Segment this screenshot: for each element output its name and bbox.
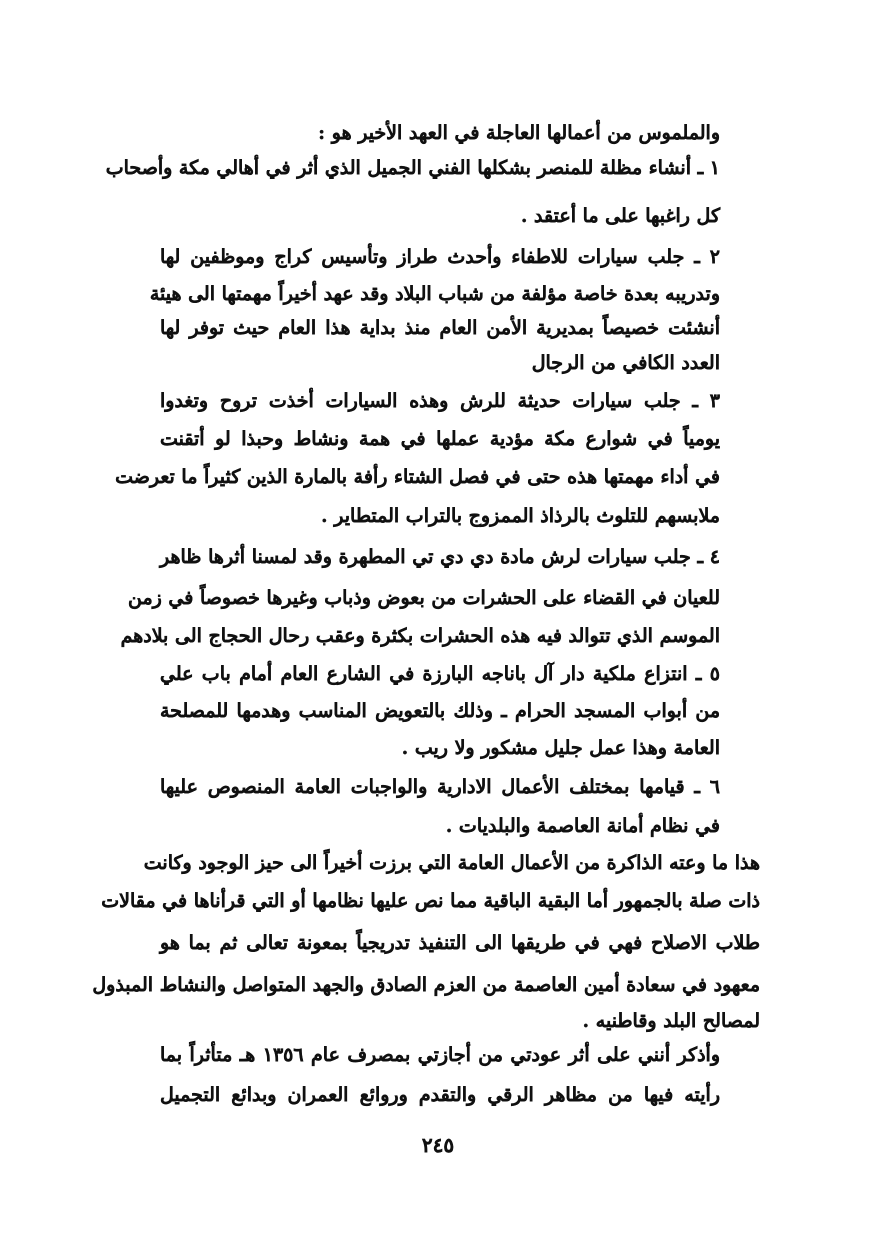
text-line-10: في أداء مهمتها هذه حتى في فصل الشتاء رأفة بالمارة الذين كثيراً ما تعرضت	[115, 466, 720, 488]
text-line-25: وأذكر أنني على أثر عودتي من أجازتي بمصرف عام ١٣٥٦ هـ متأثراً بما	[160, 1044, 721, 1066]
text-line-12: ٤ ـ جلب سيارات لرش مادة دي دي تي المطهرة وقد لمسنا أثرها ظاهر	[160, 546, 720, 568]
text-line-17: العامة وهذا عمل جليل مشكور ولا ريب .	[401, 737, 720, 759]
text-line-15: ٥ ـ انتزاع ملكية دار آل باناجه البارزة في الشارع العام أمام باب علي	[160, 663, 720, 685]
text-line-20: هذا ما وعته الذاكرة من الأعمال العامة التي برزت أخيراً الى حيز الوجود وكانت	[143, 852, 760, 874]
text-line-24: لمصالح البلد وقاطنيه .	[582, 1010, 760, 1032]
text-line-8: ٣ ـ جلب سيارات حديثة للرش وهذه السيارات أخذت تروح وتغدوا	[160, 390, 720, 412]
text-line-18: ٦ ـ قيامها بمختلف الأعمال الادارية والواجبات العامة المنصوص عليها	[160, 776, 720, 798]
text-line-4: ٢ ـ جلب سيارات للاطفاء وأحدث طراز وتأسيس كراج وموظفين لها	[160, 246, 720, 268]
text-line-16: من أبواب المسجد الحرام ـ وذلك بالتعويض المناسب وهدمها للمصلحة	[160, 700, 720, 722]
text-line-23: معهود في سعادة أمين العاصمة من العزم الصادق والجهد المتواصل والنشاط المبذول	[92, 974, 760, 996]
text-line-1: والملموس من أعمالها العاجلة في العهد الأخير هو :	[318, 122, 720, 144]
text-line-2: ١ ـ أنشاء مظلة للمنصر بشكلها الفني الجميل الذي أثر في أهالي مكة وأصحاب	[105, 157, 720, 179]
text-line-21: ذات صلة بالجمهور أما البقية الباقية مما نص عليها نظامها أو التي قرأناها في مقالات	[101, 890, 760, 912]
text-line-11: ملابسهم للتلوث بالرذاذ الممزوج بالتراب المتطاير .	[321, 505, 720, 527]
text-line-19: في نظام أمانة العاصمة والبلديات .	[445, 815, 720, 837]
text-line-22: طلاب الاصلاح فهي في طريقها الى التنفيذ تدريجياً بمعونة تعالى ثم بما هو	[160, 932, 760, 954]
text-line-26: رأيته فيها من مظاهر الرقي والتقدم وروائع العمران وبدائع التجميل	[160, 1084, 720, 1106]
text-line-7: العدد الكافي من الرجال	[531, 352, 720, 374]
text-line-14: الموسم الذي تتوالد فيه هذه الحشرات بكثرة وعقب رحال الحجاج الى بلادهم	[120, 625, 720, 647]
text-line-6: أنشئت خصيصاً بمديرية الأمن العام منذ بداية هذا العام حيث توفر لها	[160, 317, 720, 339]
page-number: ٢٤٥	[421, 1133, 455, 1157]
text-line-5: وتدريبه بعدة خاصة مؤلفة من شباب البلاد وقد عهد أخيراً مهمتها الى هيئة	[149, 283, 720, 305]
text-line-9: يومياً في شوارع مكة مؤدية عملها في همة ونشاط وحبذا لو أتقنت	[160, 428, 720, 450]
text-line-3: كل راغبها على ما أعتقد .	[520, 205, 720, 227]
text-line-13: للعيان في القضاء على الحشرات من بعوض وذباب وغيرها خصوصاً في زمن	[128, 587, 720, 609]
